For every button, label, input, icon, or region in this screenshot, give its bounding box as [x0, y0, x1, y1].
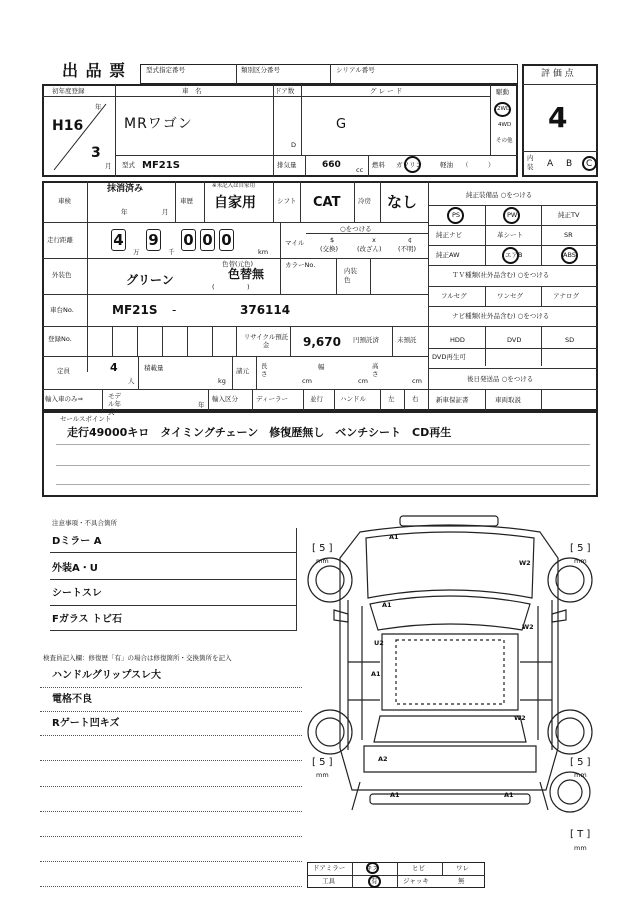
- mileage-digit: 0: [200, 229, 215, 251]
- doors-label: ドア数: [275, 87, 295, 95]
- inspector-label: 検査員記入欄：修復歴「有」の場合は修復箇所・交換箇所を記入: [43, 654, 232, 662]
- mileage-digit: 0: [181, 229, 196, 251]
- equip-airbag-circle: [502, 247, 519, 264]
- first-reg-year: H16: [52, 118, 84, 134]
- tire-fl: [ 5 ]: [312, 543, 333, 554]
- rating-label: 評 価 点: [541, 69, 574, 79]
- equip-pw: PW: [507, 211, 518, 219]
- sheet-title: 出 品 票: [62, 61, 127, 80]
- sales-point-text: 走行49000キロ タイミングチェーン 修復歴無し ベンチシート CD再生: [67, 426, 452, 439]
- equip-ps-circle: [447, 207, 464, 224]
- equip-abs-circle: [561, 247, 578, 264]
- shaken-value: 抹消済み: [107, 184, 144, 194]
- inspector-item: 電格不良: [52, 694, 92, 705]
- equip-pw-circle: [503, 207, 520, 224]
- damage-mark: A1: [389, 533, 399, 541]
- damage-mark: A1: [382, 601, 392, 609]
- equipment-title: 純正装備品 ○をつける: [466, 191, 533, 199]
- equip-airbag: エアB: [505, 251, 523, 259]
- mileage-digit: 9: [146, 229, 161, 251]
- inspector-item: Rゲート凹キズ: [52, 718, 120, 729]
- tire-fr: [ 5 ]: [570, 543, 591, 554]
- damage-mark: U2: [374, 639, 384, 647]
- fuel-gasoline-circle: [404, 156, 421, 173]
- damage-mark: A2: [378, 755, 388, 763]
- damage-mark: W2: [514, 714, 526, 722]
- shift-value: CAT: [313, 195, 341, 210]
- damage-mark: W2: [519, 559, 531, 567]
- capacity-value: 4: [110, 361, 118, 374]
- inspector-item: ハンドルグリップスレ大: [52, 670, 161, 681]
- tools-present-circle: [368, 875, 381, 888]
- drive-2wd-circle: [494, 102, 511, 117]
- tire-rr: [ 5 ]: [570, 757, 591, 768]
- fuel-gasoline: ガソリン: [396, 161, 422, 169]
- serial-number-label: シリアル番号: [336, 66, 375, 74]
- class-number-label: 類別区分番号: [241, 66, 280, 74]
- exterior-color: グリーン: [126, 273, 174, 287]
- equip-abs: ABS: [563, 251, 576, 259]
- header-id-box: [140, 64, 518, 84]
- rating-value: 4: [548, 101, 568, 134]
- car-name-label: 車 名: [182, 87, 202, 95]
- note-item: 外装A・U: [52, 563, 98, 574]
- car-name: MRワゴン: [124, 116, 193, 132]
- tire-spare: [ T ]: [570, 829, 591, 840]
- damage-mark: A1: [390, 791, 400, 799]
- mirror-scratch-circle: [366, 862, 379, 874]
- grade-value: G: [336, 117, 347, 132]
- notes-label: 注意事項・不具合箇所: [52, 519, 117, 527]
- note-item: Dミラー A: [52, 536, 102, 547]
- repaint-value: 色替無: [228, 267, 265, 281]
- displacement-value: 660: [322, 160, 341, 170]
- damage-mark: A1: [504, 791, 514, 799]
- tire-rl: [ 5 ]: [312, 757, 333, 768]
- damage-mark: A1: [371, 670, 381, 678]
- mileage-digit: 4: [111, 229, 126, 251]
- chassis-prefix: MF21S: [112, 303, 158, 317]
- mileage-digit: 0: [219, 229, 234, 251]
- interior-grade-c-circle: [582, 156, 597, 171]
- recycle-value: 9,670: [303, 335, 341, 349]
- equip-ps: PS: [452, 211, 461, 219]
- model-code: MF21S: [142, 160, 180, 171]
- ac-value: なし: [387, 193, 418, 211]
- chassis-number: 376114: [240, 303, 291, 317]
- first-reg-month: 3: [91, 145, 101, 161]
- damage-mark: W2: [522, 623, 534, 631]
- grade-label: グ レ ー ド: [370, 87, 403, 95]
- note-item: シートスレ: [52, 588, 102, 599]
- drive-2wd: 2WD: [497, 106, 511, 112]
- car-body-diagram: [300, 510, 600, 870]
- note-item: Fガラス トビ石: [52, 614, 123, 625]
- first-reg-label: 初年度登録: [52, 87, 85, 95]
- history-value: 自家用: [214, 195, 256, 211]
- type-designation-label: 型式指定番号: [146, 66, 185, 74]
